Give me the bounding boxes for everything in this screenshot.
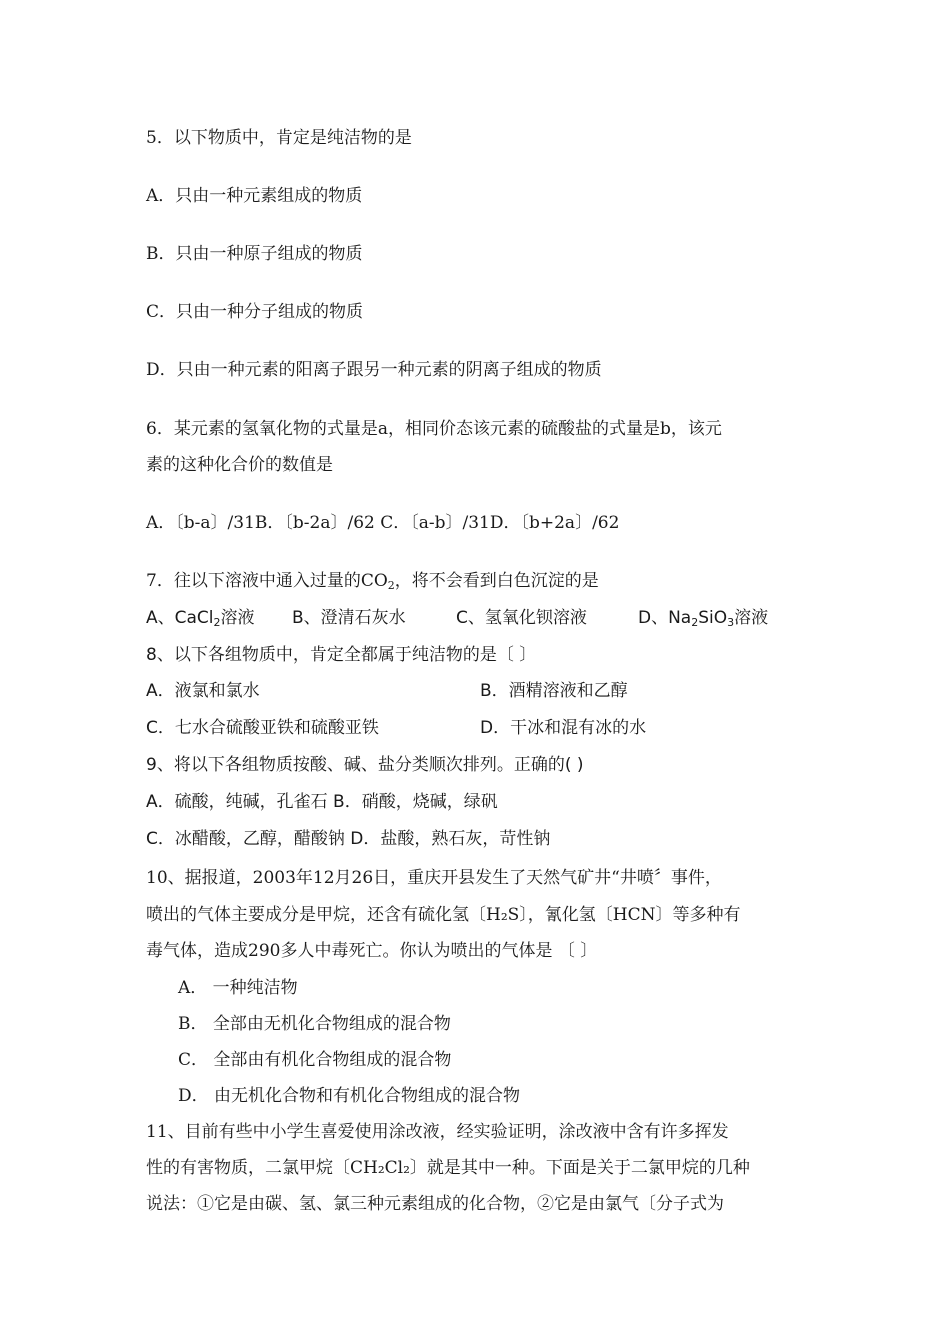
q7-d-sub1: 2	[691, 616, 699, 629]
q7-option-b: B、澄清石灰水	[292, 608, 406, 628]
q10-line3: 毒气体，造成290多人中毒死亡。你认为喷出的气体是 〔 〕	[146, 941, 598, 961]
q5-option-c: C．只由一种分子组成的物质	[146, 302, 364, 322]
q8-option-a: A．液氯和氯水	[146, 681, 260, 701]
q11-line2: 性的有害物质，二氯甲烷〔CH₂Cl₂〕就是其中一种。下面是关于二氯甲烷的几种	[146, 1158, 750, 1178]
q5-option-d: D．只由一种元素的阳离子跟另一种元素的阴离子组成的物质	[146, 360, 602, 380]
q7-stem-pre: 7．往以下溶液中通入过量的CO	[146, 571, 388, 591]
q8-option-c: C．七水合硫酸亚铁和硫酸亚铁	[146, 718, 379, 738]
q8-option-d: D．干冰和混有冰的水	[480, 718, 647, 738]
q10-option-c: C． 全部由有机化合物组成的混合物	[178, 1050, 452, 1070]
q5-option-b: B．只由一种原子组成的物质	[146, 244, 363, 264]
q7-d-post: 溶液	[734, 608, 769, 628]
q7-option-c: C、氢氧化钡溶液	[456, 608, 587, 628]
q7-d-pre: D、Na	[638, 608, 692, 628]
q7-a-pre: A、CaCl	[146, 608, 214, 628]
q10-option-b: B． 全部由无机化合物组成的混合物	[178, 1014, 451, 1034]
q7-stem	[146, 570, 599, 592]
q7-a-post: 溶液	[220, 608, 255, 628]
q5-option-a: A．只由一种元素组成的物质	[146, 186, 363, 206]
q10-option-a: A． 一种纯洁物	[178, 978, 298, 998]
q8-stem: 8、以下各组物质中，肯定全都属于纯洁物的是〔 〕	[146, 645, 537, 665]
q10-line2: 喷出的气体主要成分是甲烷，还含有硫化氢〔H₂S〕，氰化氢〔HCN〕等多种有	[146, 905, 741, 925]
q8-option-b: B．酒精溶液和乙醇	[480, 681, 628, 701]
q5-stem: 5．以下物质中，肯定是纯洁物的是	[146, 128, 412, 148]
q11-line1: 11、目前有些中小学生喜爱使用涂改液，经实验证明，涂改液中含有许多挥发	[146, 1122, 729, 1142]
q7-d-sub2: 3	[727, 616, 735, 629]
q7-stem-sub: 2	[387, 579, 395, 592]
q7-a-sub: 2	[213, 616, 221, 629]
q6-options: A．〔b-a〕/31B．〔b-2a〕/62 C．〔a-b〕/31D．〔b+2a〕/62	[146, 513, 620, 533]
q7-stem-post: ，将不会看到白色沉淀的是	[394, 571, 599, 591]
q10-option-d: D． 由无机化合物和有机化合物组成的混合物	[178, 1086, 521, 1106]
q7-option-a	[146, 607, 255, 629]
q6-stem-line1: 6．某元素的氢氧化物的式量是a，相同价态该元素的硫酸盐的式量是b，该元	[146, 419, 722, 439]
q6-stem-line2: 素的这种化合价的数值是	[146, 455, 333, 475]
q10-line1: 10、据报道，2003年12月26日，重庆开县发生了天然气矿井“井喷〞事件，	[146, 868, 722, 888]
q9-stem: 9、将以下各组物质按酸、碱、盐分类顺次排列。正确的( )	[146, 755, 584, 775]
q7-option-d	[638, 607, 768, 629]
q7-d-mid: SiO	[698, 608, 728, 628]
q11-line3: 说法：①它是由碳、氢、氯三种元素组成的化合物，②它是由氯气〔分子式为	[146, 1194, 724, 1214]
q9-options-cd: C．冰醋酸，乙醇，醋酸钠 D．盐酸，熟石灰，苛性钠	[146, 829, 551, 849]
q9-options-ab: A．硫酸，纯碱，孔雀石 B．硝酸，烧碱，绿矾	[146, 792, 498, 812]
